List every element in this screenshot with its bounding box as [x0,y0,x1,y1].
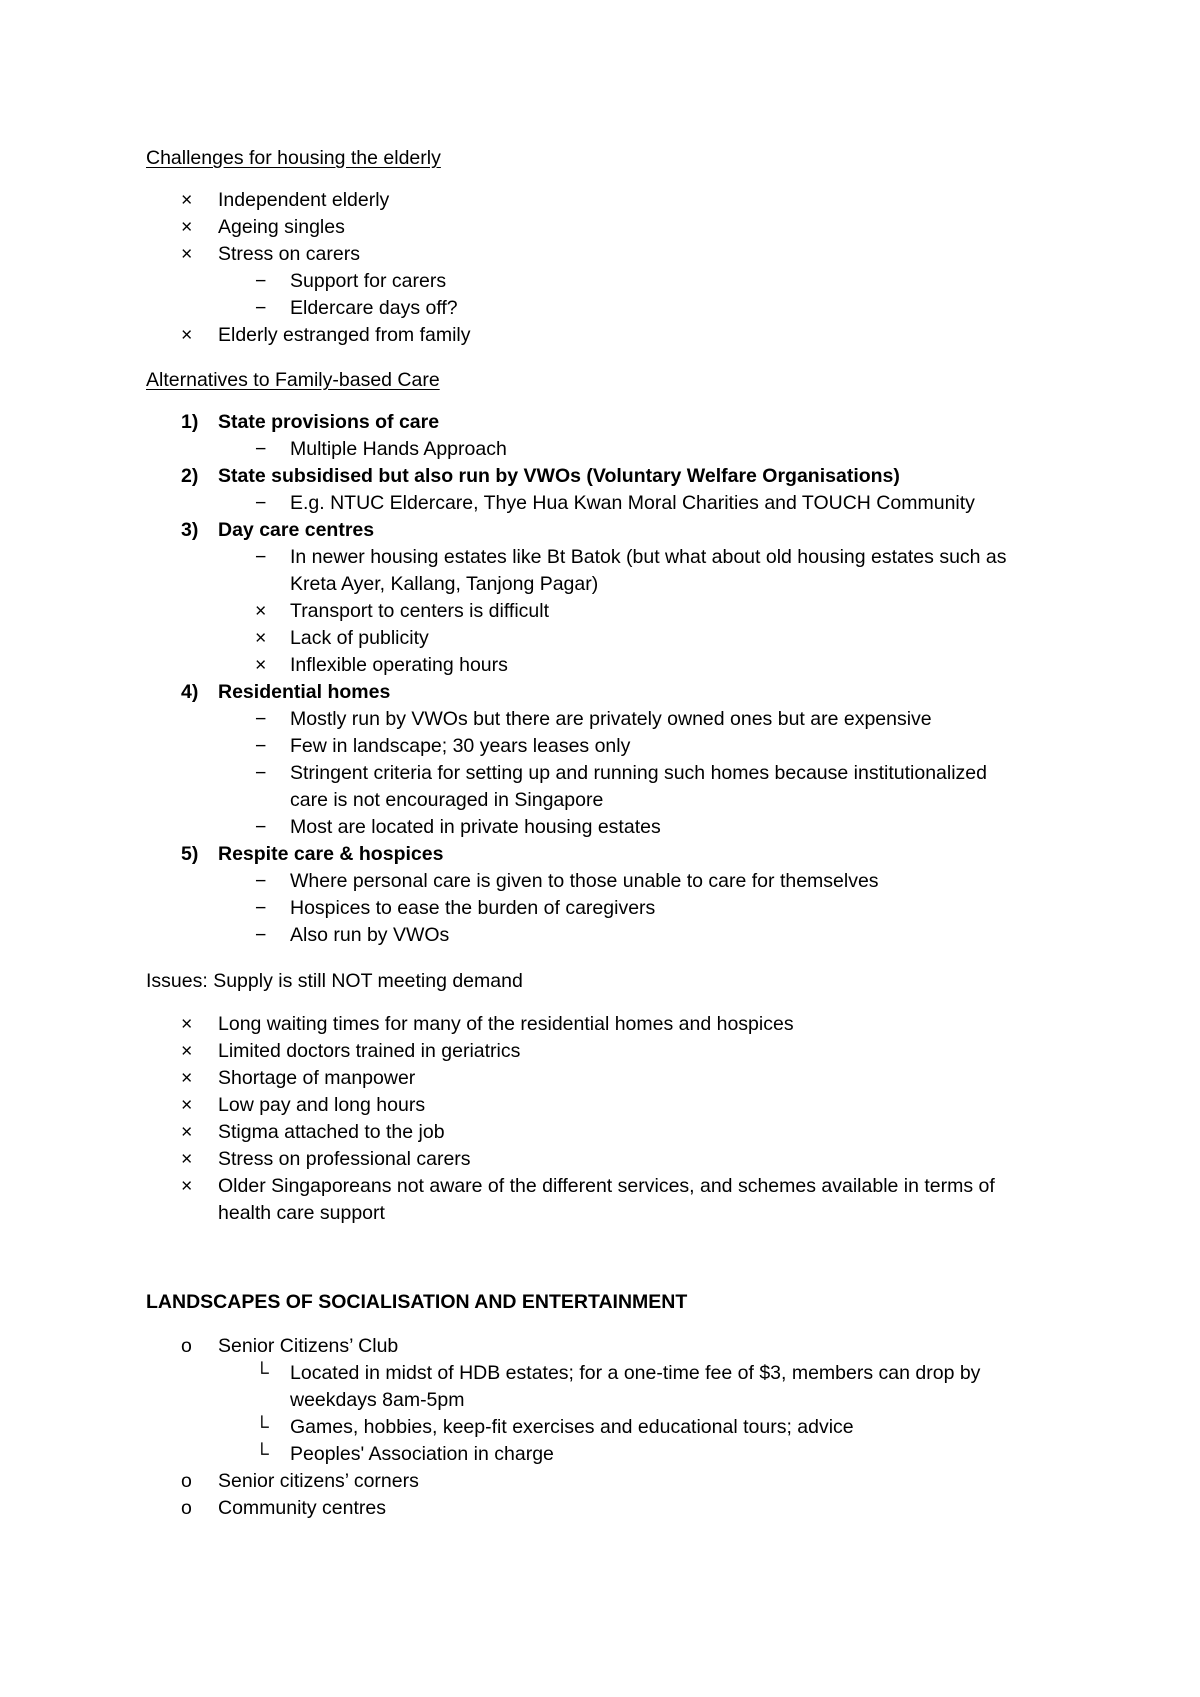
dash-bullet-icon: − [255,492,267,514]
list-item-text: Stress on carers [218,243,360,265]
sub-list-item-text: Hospices to ease the burden of caregivers [290,897,656,919]
list-item-text: health care support [218,1202,385,1224]
dash-bullet-icon: − [255,438,267,460]
cross-bullet-icon: × [255,600,267,622]
circle-bullet-icon: o [181,1335,192,1357]
cross-bullet-icon: × [181,324,193,346]
cross-bullet-icon: × [181,243,193,265]
sub-list-item-text: Stringent criteria for setting up and running such homes because institutionalized [290,762,987,784]
sub-list-item-text: E.g. NTUC Eldercare, Thye Hua Kwan Moral Charities and TOUCH Community [290,492,975,514]
dash-bullet-icon: − [255,762,267,784]
cross-bullet-icon: × [255,654,267,676]
sub-list-item-text: Where personal care is given to those unable to care for themselves [290,870,879,892]
list-item-text: Senior Citizens’ Club [218,1335,399,1357]
list-item-text: Ageing singles [218,216,345,238]
cross-bullet-icon: × [181,189,193,211]
list-item-text: Shortage of manpower [218,1067,416,1089]
sub-list-item-text: Few in landscape; 30 years leases only [290,735,631,757]
cross-bullet-icon: × [181,1175,193,1197]
list-item-text: Stress on professional carers [218,1148,471,1170]
cross-bullet-icon: × [181,1040,193,1062]
heading-alternatives: Alternatives to Family-based Care [146,369,440,391]
circle-bullet-icon: o [181,1497,192,1519]
item-number: 2) [181,465,199,487]
list-item-text: Low pay and long hours [218,1094,426,1116]
cross-bullet-icon: × [255,627,267,649]
dash-bullet-icon: − [255,816,267,838]
item-number: 3) [181,519,199,541]
circle-bullet-icon: o [181,1470,192,1492]
sub-list-item-text: Also run by VWOs [290,924,450,946]
list-item-text: Older Singaporeans not aware of the different services, and schemes available in terms of [218,1175,995,1197]
sub-list-item-text: Inflexible operating hours [290,654,508,676]
sub-list-item-text: Multiple Hands Approach [290,438,507,460]
cross-bullet-icon: × [181,1148,193,1170]
heading-issues: Issues: Supply is still NOT meeting demand [146,970,523,992]
cross-bullet-icon: × [181,1121,193,1143]
sub-list-item-text: weekdays 8am-5pm [290,1389,465,1411]
list-item-text: Elderly estranged from family [218,324,471,346]
sub-list-item-text: Kreta Ayer, Kallang, Tanjong Pagar) [290,573,599,595]
sub-list-item-text: Eldercare days off? [290,297,458,319]
sub-list-item-text: Peoples' Association in charge [290,1443,554,1465]
cross-bullet-icon: × [181,1013,193,1035]
list-item-text: Long waiting times for many of the residential homes and hospices [218,1013,794,1035]
sub-list-item-text: Mostly run by VWOs but there are privately owned ones but are expensive [290,708,932,730]
numbered-item-title: State provisions of care [218,411,440,433]
item-number: 4) [181,681,199,703]
corner-bullet-icon: └ [255,1443,269,1465]
list-item-text: Stigma attached to the job [218,1121,445,1143]
cross-bullet-icon: × [181,1067,193,1089]
corner-bullet-icon: └ [255,1362,269,1384]
sub-list-item-text: Located in midst of HDB estates; for a one-time fee of $3, members can drop by [290,1362,981,1384]
numbered-item-title: Day care centres [218,519,375,541]
sub-list-item-text: Transport to centers is difficult [290,600,550,622]
numbered-item-title: Residential homes [218,681,391,703]
sub-list-item-text: care is not encouraged in Singapore [290,789,604,811]
sub-list-item-text: Support for carers [290,270,447,292]
list-item-text: Limited doctors trained in geriatrics [218,1040,521,1062]
cross-bullet-icon: × [181,216,193,238]
dash-bullet-icon: − [255,270,267,292]
item-number: 5) [181,843,199,865]
dash-bullet-icon: − [255,870,267,892]
dash-bullet-icon: − [255,735,267,757]
list-item-text: Community centres [218,1497,386,1519]
dash-bullet-icon: − [255,546,267,568]
numbered-item-title: State subsidised but also run by VWOs (Voluntary Welfare Organisations) [218,465,900,487]
heading-landscapes: LANDSCAPES OF SOCIALISATION AND ENTERTAINMENT [146,1291,688,1313]
dash-bullet-icon: − [255,897,267,919]
sub-list-item-text: Lack of publicity [290,627,429,649]
dash-bullet-icon: − [255,297,267,319]
corner-bullet-icon: └ [255,1416,269,1438]
list-item-text: Independent elderly [218,189,390,211]
numbered-item-title: Respite care & hospices [218,843,444,865]
heading-challenges: Challenges for housing the elderly [146,147,441,169]
dash-bullet-icon: − [255,924,267,946]
cross-bullet-icon: × [181,1094,193,1116]
list-item-text: Senior citizens’ corners [218,1470,419,1492]
sub-list-item-text: Most are located in private housing estates [290,816,661,838]
sub-list-item-text: In newer housing estates like Bt Batok (but what about old housing estates such as [290,546,1007,568]
item-number: 1) [181,411,199,433]
dash-bullet-icon: − [255,708,267,730]
sub-list-item-text: Games, hobbies, keep-fit exercises and educational tours; advice [290,1416,854,1438]
